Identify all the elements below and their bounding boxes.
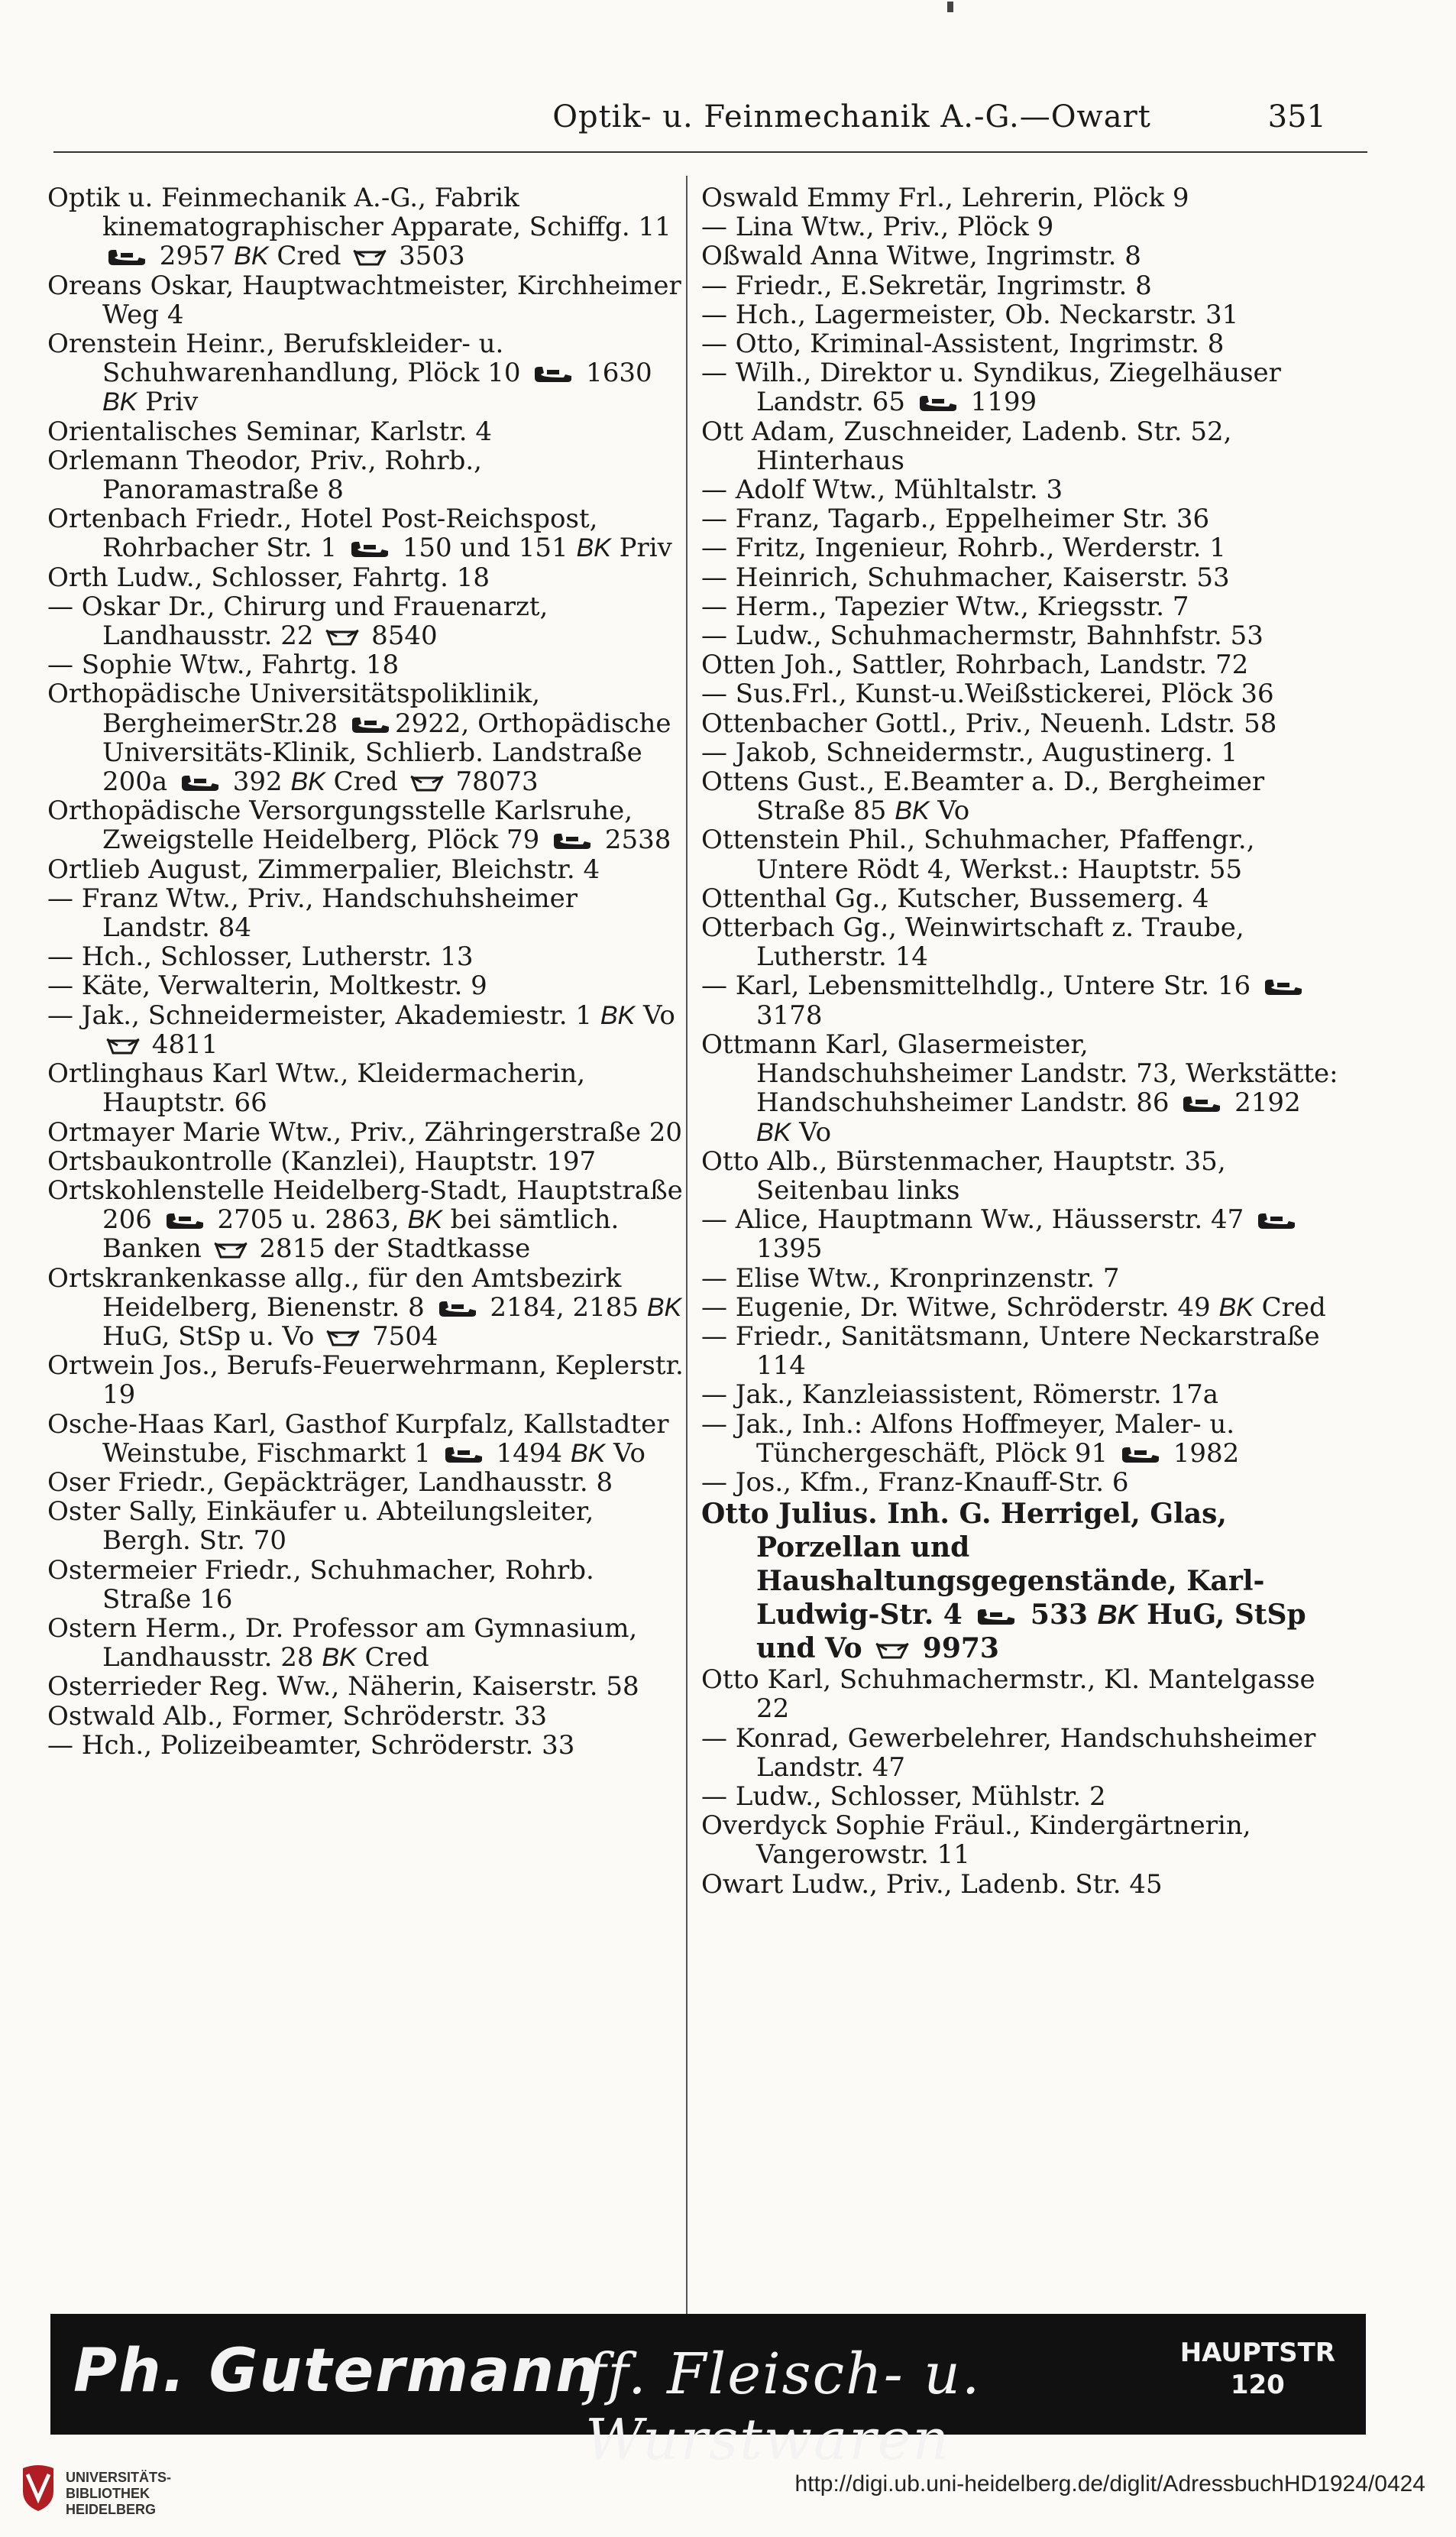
entry-text: Otto Karl, Schuhmachermstr., Kl. Mantelgasse 22	[701, 1664, 1315, 1725]
entry-text: — Jak., Inh.: Alfons Hoffmeyer, Maler- u. Tünchergeschäft, Plöck 91	[701, 1408, 1235, 1469]
telephone-receiver-icon	[532, 365, 574, 384]
telephone-receiver-icon	[105, 248, 148, 267]
entry-text: — Wilh., Direktor u. Syndikus, Ziegelhäuser Landstr. 65	[701, 358, 1281, 418]
directory-entry	[701, 1147, 1343, 1205]
entry-text: Osterrieder Reg. Ww., Näherin, Kaiserstr. 58	[47, 1671, 639, 1703]
entry-text: Ottenbacher Gottl., Priv., Neuenh. Ldstr. 58	[701, 708, 1277, 739]
entry-text: — Franz, Tagarb., Eppelheimer Str. 36	[701, 504, 1210, 535]
entry-text: 2922, Orthopädische Universitäts-Klinik, Schlierb. Landstraße 200a	[102, 708, 671, 798]
directory-entry	[701, 358, 1343, 416]
bank-account-marker: BK	[1218, 1292, 1254, 1322]
entry-text: Ott Adam, Zuschneider, Ladenb. Str. 52, Hinterhaus	[701, 416, 1232, 476]
directory-entry	[47, 855, 689, 884]
directory-entry	[701, 709, 1343, 738]
entry-text: Ortsbaukontrolle (Kanzlei), Hauptstr. 197	[47, 1145, 597, 1177]
entry-text: Oster Sally, Einkäufer u. Abteilungsleiter, Bergh. Str. 70	[47, 1496, 594, 1557]
entry-text: — Jakob, Schneidermstr., Augustinerg. 1	[701, 737, 1238, 768]
entry-text: — Sophie Wtw., Fahrtg. 18	[47, 650, 400, 681]
entry-text: Ottenstein Phil., Schuhmacher, Pfaffengr., Untere Rödt 4, Werkst.: Hauptstr. 55	[701, 825, 1255, 885]
telephone-receiver-icon	[975, 1608, 1018, 1626]
entry-text: — Alice, Hauptmann Ww., Häusserstr. 47	[701, 1204, 1253, 1236]
entry-text: — Ludw., Schlosser, Mühlstr. 2	[701, 1780, 1106, 1812]
directory-entry	[701, 417, 1343, 475]
entry-text: 1630	[578, 358, 652, 389]
directory-entry	[47, 884, 689, 942]
telephone-receiver-icon	[1180, 1095, 1223, 1113]
directory-entry	[701, 504, 1343, 533]
entry-text: Ottenthal Gg., Kutscher, Bussemerg. 4	[701, 883, 1209, 914]
entry-text: 9973	[913, 1632, 999, 1665]
library-line-2: BIBLIOTHEK	[66, 2486, 150, 2501]
directory-entry	[47, 183, 689, 271]
entry-text: Orenstein Heinr., Berufskleider- u. Schuhwarenhandlung, Plöck 10	[47, 329, 529, 389]
ad-tagline: ff. Fleisch- u. Wurstwaren	[585, 2341, 982, 2473]
directory-entry	[47, 271, 689, 329]
entry-text: Ostwald Alb., Former, Schröderstr. 33	[47, 1700, 547, 1732]
entry-text: 78073	[447, 766, 539, 798]
directory-entry	[47, 1147, 689, 1176]
entry-text: Oreans Oskar, Hauptwachtmeister, Kirchheimer Weg 4	[47, 270, 681, 330]
entry-text: Ortwein Jos., Berufs-Feuerwehrmann, Keplerstr. 19	[47, 1350, 684, 1411]
directory-entry	[701, 329, 1343, 358]
ad-street-label: HAUPTSTR	[1179, 2338, 1335, 2368]
bank-account-marker: BK	[576, 533, 611, 563]
entry-text: Otterbach Gg., Weinwirtschaft z. Traube, Lutherstr. 14	[701, 912, 1244, 973]
entry-text: Ortenbach Friedr., Hotel Post-Reichspost, Rohrbacher Str. 1	[47, 504, 598, 564]
telephone-receiver-icon	[442, 1446, 485, 1464]
postal-check-icon	[409, 773, 445, 793]
entry-text: Ortlinghaus Karl Wtw., Kleidermacherin, Hauptstr. 66	[47, 1058, 586, 1119]
directory-entry	[47, 504, 689, 562]
entry-text: Orthopädische Universitätspoliklinik, BergheimerStr.28	[47, 679, 541, 739]
directory-entry	[701, 563, 1343, 592]
entry-text: Cred	[356, 1642, 429, 1674]
ad-company-name: Ph. Gutermann	[73, 2337, 600, 2406]
entry-text: Ortskohlenstelle Heidelberg-Stadt, Hauptstraße 206	[47, 1175, 683, 1236]
entry-text: Vo	[791, 1116, 832, 1148]
directory-entry	[701, 592, 1343, 621]
directory-entry	[701, 913, 1343, 971]
directory-entry	[47, 1468, 689, 1497]
bank-account-marker: BK	[756, 1117, 791, 1147]
entry-text: Orientalisches Seminar, Karlstr. 4	[47, 416, 492, 447]
directory-entry	[47, 329, 689, 417]
entry-text: 1395	[756, 1233, 823, 1265]
entry-text: Ottmann Karl, Glasermeister, Handschuhsheimer Landstr. 73, Werkstätte: Handschuhsheimer Landstr. 86	[701, 1029, 1338, 1119]
directory-entry	[701, 533, 1343, 562]
bank-account-marker: BK	[646, 1292, 682, 1322]
directory-entry	[47, 1556, 689, 1614]
bank-account-marker: BK	[322, 1643, 357, 1673]
bank-account-marker: BK	[290, 767, 325, 797]
entry-text: — Eugenie, Dr. Witwe, Schröderstr. 49	[701, 1291, 1219, 1323]
entry-text: Cred	[268, 241, 350, 272]
directory-entry	[701, 679, 1343, 708]
entry-text: Ostermeier Friedr., Schuhmacher, Rohrb. Straße 16	[47, 1554, 594, 1615]
library-line-3: HEIDELBERG	[66, 2502, 157, 2517]
telephone-receiver-icon	[179, 774, 222, 792]
telephone-receiver-icon	[551, 832, 594, 851]
directory-entry	[47, 1614, 689, 1672]
entry-text: Vo	[635, 1000, 675, 1031]
bank-account-marker: BK	[1097, 1599, 1137, 1631]
entry-text: Ortlieb August, Zimmerpalier, Bleichstr. 4	[47, 854, 600, 885]
entry-text: — Hch., Schlosser, Lutherstr. 13	[47, 941, 474, 973]
entry-text: 150 und 151	[393, 533, 577, 564]
entry-text: — Heinrich, Schuhmacher, Kaiserstr. 53	[701, 562, 1230, 593]
page-number: 351	[1267, 99, 1326, 134]
bank-account-marker: BK	[234, 241, 269, 271]
directory-entry	[47, 592, 689, 650]
entry-text: — Adolf Wtw., Mühltalstr. 3	[701, 475, 1063, 506]
entry-text: — Jak., Kanzleiassistent, Römerstr. 17a	[701, 1379, 1218, 1411]
entry-text: Otto Alb., Bürstenmacher, Hauptstr. 35, Seitenbau links	[701, 1145, 1226, 1206]
entry-text: Oßwald Anna Witwe, Ingrimstr. 8	[701, 241, 1141, 272]
right-column	[701, 183, 1343, 1899]
entry-text: — Lina Wtw., Priv., Plöck 9	[701, 212, 1054, 243]
bank-account-marker: BK	[570, 1438, 606, 1468]
directory-entry	[701, 241, 1343, 271]
ad-street-number: 120	[1230, 2370, 1285, 2400]
bank-account-marker: BK	[407, 1205, 442, 1235]
entry-text: Cred	[1253, 1291, 1326, 1323]
entry-text: Vo	[929, 795, 970, 827]
entry-text: Ortskrankenkasse allg., für den Amtsbezirk Heidelberg, Bienenstr. 8	[47, 1262, 622, 1323]
directory-entry	[701, 884, 1343, 913]
entry-text: — Karl, Lebensmittelhdlg., Untere Str. 16	[701, 970, 1259, 1002]
library-line-1: UNIVERSITÄTS-	[66, 2470, 172, 2485]
directory-entry	[701, 1264, 1343, 1293]
entry-text: Ostern Herm., Dr. Professor am Gymnasium, Landhausstr. 28	[47, 1612, 638, 1674]
entry-text: — Friedr., Sanitätsmann, Untere Neckarstraße 114	[701, 1320, 1320, 1382]
entry-text: 1199	[962, 387, 1037, 418]
directory-entry	[47, 446, 689, 504]
directory-entry	[701, 1468, 1343, 1497]
library-logo	[17, 2465, 215, 2519]
entry-text: — Jak., Schneidermeister, Akademiestr. 1	[47, 1000, 600, 1031]
entry-text: — Otto, Kriminal-Assistent, Ingrimstr. 8	[701, 329, 1225, 360]
directory-entry	[701, 271, 1343, 300]
entry-text: 392	[224, 766, 291, 798]
column-divider	[686, 176, 688, 2369]
entry-text: Otto Julius. Inh. G. Herrigel, Glas, Porzellan und Haushaltungsgegenstände, Karl-Ludwig-Str. 4	[701, 1498, 1265, 1631]
directory-entry	[701, 1030, 1343, 1147]
entry-text: 2184, 2185	[481, 1291, 647, 1323]
directory-entry	[701, 1665, 1343, 1723]
postal-check-icon	[875, 1641, 910, 1661]
directory-entry	[47, 942, 689, 971]
entry-text: Priv	[610, 533, 672, 564]
postal-check-icon	[352, 248, 387, 267]
directory-entry	[701, 1782, 1343, 1811]
entry-text: — Friedr., E.Sekretär, Ingrimstr. 8	[701, 270, 1152, 301]
directory-entry	[47, 1176, 689, 1264]
directory-entry	[47, 1410, 689, 1468]
entry-text: 7504	[364, 1320, 438, 1352]
directory-entry	[47, 1001, 689, 1059]
directory-entry	[701, 767, 1343, 825]
entry-text: Ortmayer Marie Wtw., Priv., Zähringerstraße 20	[47, 1116, 683, 1148]
advertisement-banner	[50, 2314, 1366, 2473]
telephone-receiver-icon	[917, 394, 959, 413]
directory-entry	[47, 796, 689, 854]
directory-entry	[47, 1118, 689, 1147]
postal-check-icon	[105, 1036, 141, 1056]
entry-text: — Ludw., Schuhmachermstr, Bahnhfstr. 53	[701, 620, 1263, 652]
directory-entry	[701, 1724, 1343, 1782]
entry-text: 2538	[597, 825, 671, 856]
header-rule	[53, 151, 1367, 153]
telephone-receiver-icon	[348, 540, 391, 559]
entry-text: Orth Ludw., Schlosser, Fahrtg. 18	[47, 562, 490, 593]
entry-text: 4811	[144, 1029, 218, 1060]
directory-entry	[701, 1322, 1343, 1380]
directory-entry	[701, 1293, 1343, 1322]
directory-entry	[47, 679, 689, 796]
directory-entry	[47, 563, 689, 592]
entry-text: 8540	[363, 620, 438, 652]
print-mark	[947, 2, 953, 12]
telephone-receiver-icon	[1255, 1212, 1298, 1230]
directory-entry	[701, 650, 1343, 679]
entry-text: 3178	[756, 1000, 823, 1031]
entry-text: — Jos., Kfm., Franz-Knauff-Str. 6	[701, 1466, 1129, 1498]
entry-text: 3503	[390, 241, 465, 272]
entry-text: Orthopädische Versorgungsstelle Karlsruhe, Zweigstelle Heidelberg, Plöck 79	[47, 795, 633, 856]
directory-entry	[47, 1731, 689, 1760]
entry-text: HuG, StSp u. Vo	[102, 1320, 323, 1352]
entry-text: — Elise Wtw., Kronprinzenstr. 7	[701, 1262, 1120, 1294]
entry-text: Oser Friedr., Gepäckträger, Landhausstr. 8	[47, 1466, 613, 1498]
entry-text: — Herm., Tapezier Wtw., Kriegsstr. 7	[701, 591, 1189, 622]
entry-text: 1982	[1164, 1437, 1240, 1469]
ad-address	[1180, 2337, 1335, 2401]
entry-text: — Oskar Dr., Chirurg und Frauenarzt, Landhausstr. 22	[47, 591, 548, 652]
directory-entry	[701, 1497, 1343, 1665]
entry-text: — Fritz, Ingenieur, Rohrb., Werderstr. 1	[701, 533, 1226, 564]
entry-text: — Hch., Lagermeister, Ob. Neckarstr. 31	[701, 299, 1239, 330]
telephone-receiver-icon	[1262, 978, 1305, 996]
entry-text: Vo	[605, 1437, 645, 1469]
bank-account-marker: BK	[895, 796, 930, 826]
telephone-receiver-icon	[349, 716, 392, 734]
directory-entry	[47, 1497, 689, 1555]
directory-entry	[47, 1351, 689, 1409]
directory-entry	[701, 300, 1343, 329]
directory-entry	[47, 417, 689, 446]
bank-account-marker: BK	[102, 387, 138, 417]
entry-text: Cred	[325, 766, 406, 798]
entry-text: — Hch., Polizeibeamter, Schröderstr. 33	[47, 1729, 575, 1761]
telephone-receiver-icon	[163, 1212, 206, 1230]
entry-text: Oswald Emmy Frl., Lehrerin, Plöck 9	[701, 183, 1189, 213]
directory-entry	[701, 212, 1343, 241]
source-url[interactable]: http://digi.ub.uni-heidelberg.de/diglit/AdressbuchHD1924/0424	[794, 2471, 1425, 2496]
entry-text: — Sus.Frl., Kunst-u.Weißstickerei, Plöck 36	[701, 679, 1274, 710]
directory-entry	[701, 825, 1343, 883]
directory-entry	[47, 1059, 689, 1117]
directory-entry	[701, 1811, 1343, 1869]
postal-check-icon	[325, 1328, 361, 1348]
entry-text: Priv	[137, 387, 199, 418]
directory-entry	[47, 650, 689, 679]
entry-text: bei sämtlich. Banken	[102, 1204, 620, 1265]
entry-text: 2815 der Stadtkasse	[251, 1233, 531, 1265]
entry-text: Optik u. Feinmechanik A.-G., Fabrik kinematographischer Apparate, Schiffg. 11	[47, 183, 671, 243]
directory-entry	[47, 1264, 689, 1352]
directory-entry	[47, 971, 689, 1000]
directory-entry	[701, 1870, 1343, 1899]
entry-text: Otten Joh., Sattler, Rohrbach, Landstr. 72	[701, 650, 1249, 681]
telephone-receiver-icon	[1119, 1446, 1162, 1464]
entry-text: 533	[1021, 1599, 1098, 1631]
library-emblem-icon	[17, 2465, 60, 2513]
entry-text: 1494	[487, 1437, 571, 1469]
directory-entry	[47, 1702, 689, 1731]
entry-text: Owart Ludw., Priv., Ladenb. Str. 45	[701, 1868, 1163, 1900]
directory-entry	[701, 183, 1343, 212]
entry-text: 2192	[1226, 1087, 1301, 1119]
entry-text: 2705 u. 2863,	[209, 1204, 408, 1236]
directory-entry	[701, 1205, 1343, 1263]
running-title: Optik- u. Feinmechanik A.-G.—Owart	[552, 99, 1151, 134]
directory-entry	[701, 738, 1343, 767]
left-column	[47, 183, 689, 1760]
bank-account-marker: BK	[600, 1000, 636, 1030]
entry-text: Osche-Haas Karl, Gasthof Kurpfalz, Kallstadter Weinstube, Fischmarkt 1	[47, 1408, 669, 1469]
entry-text: — Käte, Verwalterin, Moltkestr. 9	[47, 970, 487, 1002]
entry-text: HuG, StSp und Vo	[756, 1599, 1306, 1665]
postal-check-icon	[213, 1240, 248, 1260]
directory-entry	[701, 1410, 1343, 1468]
directory-entry	[701, 1380, 1343, 1409]
entry-text: Orlemann Theodor, Priv., Rohrb., Panoramastraße 8	[47, 445, 482, 506]
entry-text: — Konrad, Gewerbelehrer, Handschuhsheimer Landstr. 47	[701, 1722, 1316, 1783]
entry-text: — Franz Wtw., Priv., Handschuhsheimer Landstr. 84	[47, 883, 578, 944]
entry-text: Ottens Gust., E.Beamter a. D., Bergheimer Straße 85	[701, 766, 1265, 827]
postal-check-icon	[325, 627, 360, 647]
directory-entry	[47, 1672, 689, 1701]
directory-entry	[701, 475, 1343, 504]
directory-entry	[701, 621, 1343, 650]
telephone-receiver-icon	[436, 1300, 479, 1318]
entry-text: Overdyck Sophie Fräul., Kindergärtnerin, Vangerowstr. 11	[701, 1810, 1251, 1871]
entry-text: 2957	[151, 241, 235, 272]
directory-entry	[701, 971, 1343, 1029]
